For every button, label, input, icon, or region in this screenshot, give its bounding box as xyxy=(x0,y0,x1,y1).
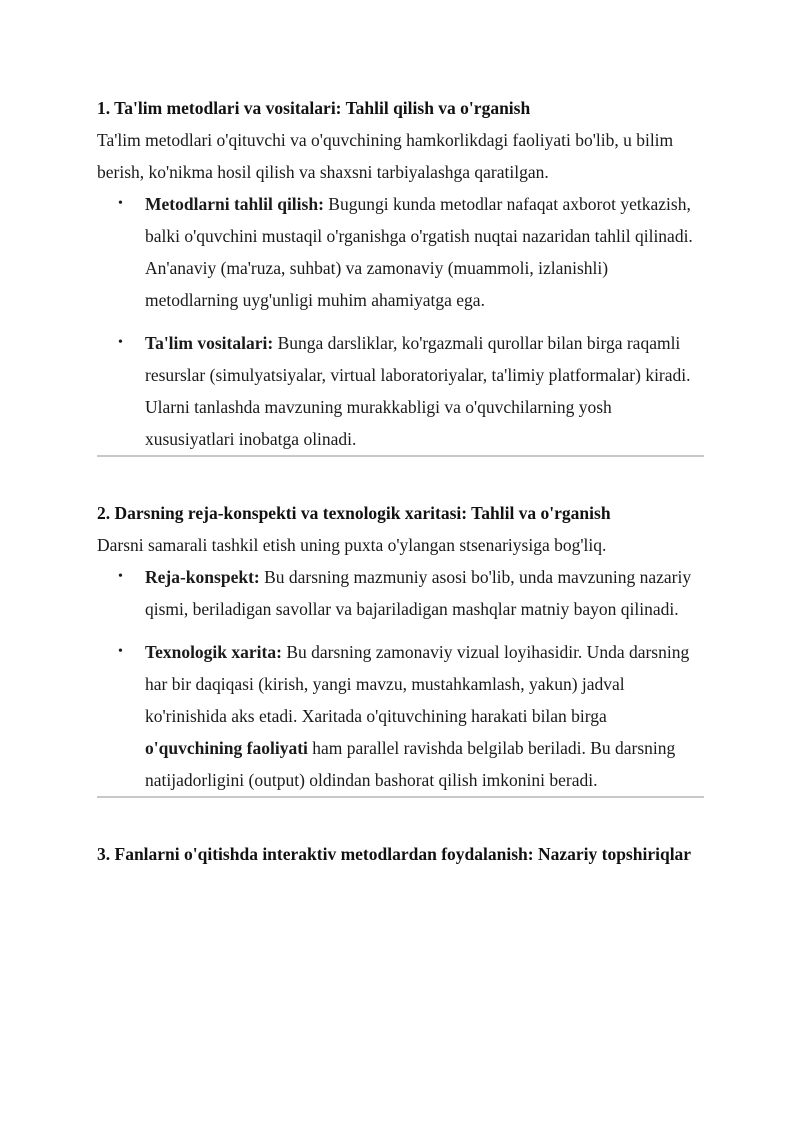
section-divider xyxy=(97,455,704,457)
section-1-intro: Ta'lim metodlari o'qituvchi va o'quvchining hamkorlikdagi faoliyati bo'lib, u bilim berish, ko'nikma hosil qilish va shaxsni tarbiyalashga qaratilgan. xyxy=(97,130,674,182)
list-item-label: Ta'lim vositalari: xyxy=(145,333,274,353)
bullet-icon: • xyxy=(118,644,123,659)
list-item-text: ham parallel ravishda belgilab beriladi. Bu darsning natijadorligini (output) oldindan bashorat qilish imkonini beradi. xyxy=(145,738,676,790)
section-1-title: 1. Ta'lim metodlari va vositalari: Tahlil qilish va o'rganish xyxy=(97,98,531,118)
list-item-text: Bunga darsliklar, ko'rgazmali qurollar bilan birga raqamli resurslar (simulyatsiyalar, virtual laboratoriyalar, ta'limiy platformalar) kiradi. Ularni tanlashda mavzuning murakkabligi va o'quvchilarning yosh xususiyatlari inobatga olinadi. xyxy=(145,333,691,449)
list-item xyxy=(97,327,705,455)
bullet-icon: • xyxy=(118,569,123,584)
list-item-text: Bu darsning zamonaviy vizual loyihasidir. Unda darsning har bir daqiqasi (kirish, yangi mavzu, mustahkamlash, yakun) jadval ko'rinishida aks etadi. Xaritada o'qituvchining harakati bilan birga xyxy=(145,642,690,726)
list-item xyxy=(97,561,705,625)
list-item xyxy=(97,636,705,796)
list-item xyxy=(97,188,705,316)
list-item-text: Bu darsning mazmuniy asosi bo'lib, unda mavzuning nazariy qismi, beriladigan savollar va bajariladigan mashqlar matniy bayon qilinadi. xyxy=(145,567,692,619)
list-item-label: Texnologik xarita: xyxy=(145,642,282,662)
section-2-intro: Darsni samarali tashkil etish uning puxta o'ylangan stsenariysiga bog'liq. xyxy=(97,535,607,555)
section-2-title: 2. Darsning reja-konspekti va texnologik xaritasi: Tahlil va o'rganish xyxy=(97,503,611,523)
section-2-list xyxy=(97,561,705,796)
list-item-label: Reja-konspekt: xyxy=(145,567,260,587)
list-item-text: Bugungi kunda metodlar nafaqat axborot yetkazish, balki o'quvchini mustaqil o'rganishga o'rgatish nuqtai nazaridan tahlil qilinadi. An'anaviy (ma'ruza, suhbat) va zamonaviy (muammoli, izlanishli) metodlarning uyg'unligi muhim ahamiyatga ega. xyxy=(145,194,693,310)
section-3-title: 3. Fanlarni o'qitishda interaktiv metodlardan foydalanish: Nazariy topshiriqlar xyxy=(97,844,692,864)
list-item-label: Metodlarni tahlil qilish: xyxy=(145,194,324,214)
document-page xyxy=(97,92,705,870)
section-1-list xyxy=(97,188,705,455)
bullet-icon: • xyxy=(118,196,123,211)
list-item-bold-phrase: o'quvchining faoliyati xyxy=(145,738,308,758)
section-divider xyxy=(97,796,704,798)
bullet-icon: • xyxy=(118,335,123,350)
